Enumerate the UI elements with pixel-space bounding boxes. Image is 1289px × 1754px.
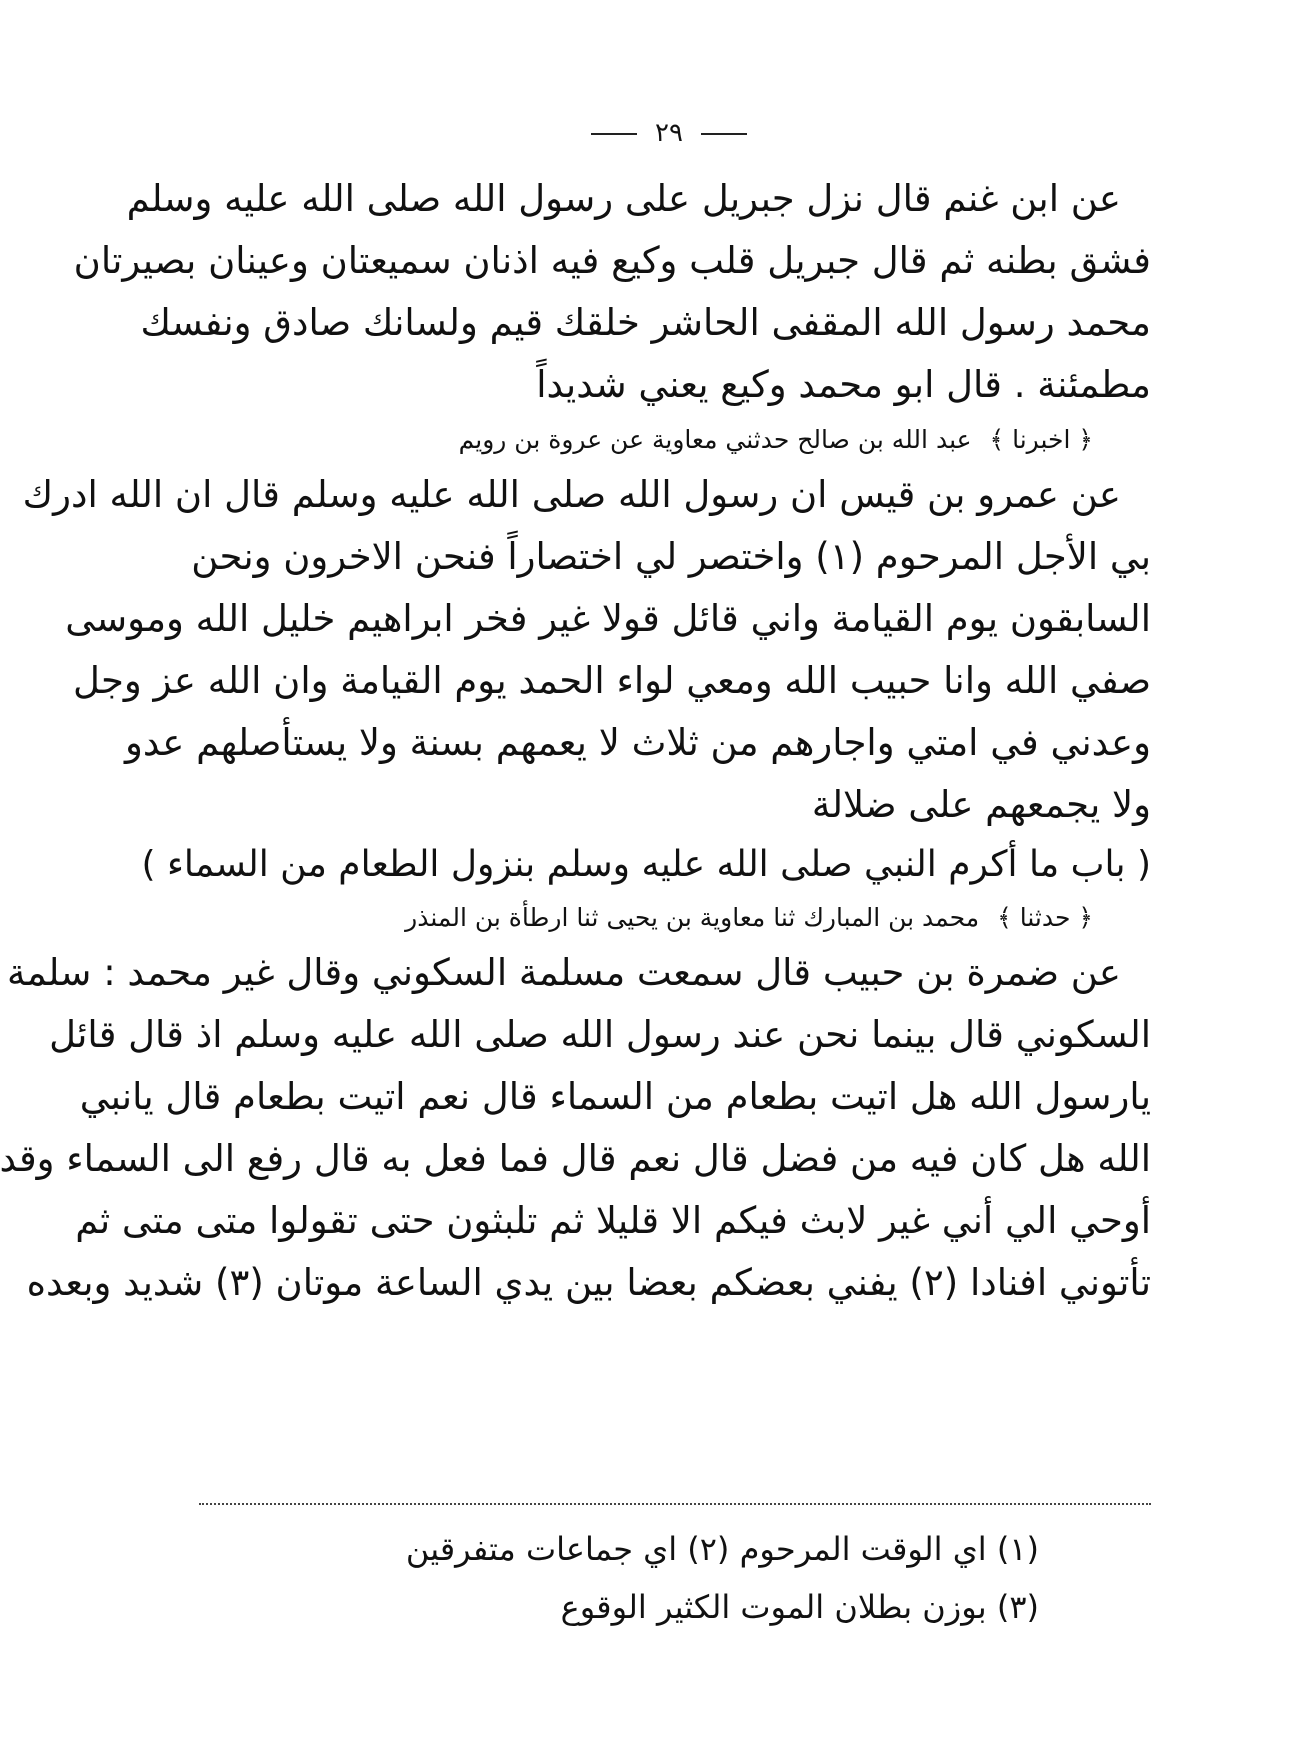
text-line: عن ضمرة بن حبيب قال سمعت مسلمة السكوني وقال غير محمد : سلمة [6,951,1121,994]
page-number-value: ٢٩ [655,118,683,148]
isnad-text: محمد بن المبارك ثنا معاوية بن يحيى ثنا ارطأة بن المنذر [405,903,980,932]
text-line: مطمئنة . قال ابو محمد وكيع يعني شديداً [536,363,1151,406]
text-line: وعدني في امتي واجارهم من ثلاث لا يعمهم بسنة ولا يستأصلهم عدو [124,721,1151,764]
isnad-line [199,416,1151,464]
page-number-dash-left [591,133,637,135]
text-line: أوحي الي أني غير لابث فيكم الا قليلا ثم تلبثون حتى تقولوا متى متى ثم [75,1199,1151,1242]
text-line: بي الأجل المرحوم (١) واختصر لي اختصاراً فنحن الاخرون ونحن [191,535,1151,578]
text-line: السابقون يوم القيامة واني قائل قولا غير فخر ابراهيم خليل الله وموسى [65,597,1151,640]
page-number-dash-right [701,133,747,135]
text-line: صفي الله وانا حبيب الله ومعي لواء الحمد يوم القيامة وان الله عز وجل [73,659,1151,702]
chapter-heading: ( باب ما أكرم النبي صلى الله عليه وسلم بنزول الطعام من السماء ) [141,844,1151,885]
isnad-tag: ﴿ اخبرنا ﴾ [989,425,1093,454]
page-number [49,118,1289,148]
footnotes [199,1520,1039,1636]
isnad-tag: ﴿ حدثنا ﴾ [997,903,1093,932]
text-line: السكوني قال بينما نحن عند رسول الله صلى الله عليه وسلم اذ قال قائل [49,1013,1151,1056]
text-line: محمد رسول الله المقفى الحاشر خلقك قيم ولسانك صادق ونفسك [140,301,1151,344]
text-line: ولا يجمعهم على ضلالة [811,783,1151,826]
text-line: تأتوني افنادا (٢) يفني بعضكم بعضا بين يدي الساعة موتان (٣) شديد وبعده [26,1261,1151,1304]
text-line: الله هل كان فيه من فضل قال نعم قال فما فعل به قال رفع الى السماء وقد [0,1137,1151,1180]
main-text [0,168,1151,1314]
isnad-line [199,894,1151,942]
text-line: عن عمرو بن قيس ان رسول الله صلى الله عليه وسلم قال ان الله ادرك [22,473,1121,516]
footnote-line: (٣) بوزن بطلان الموت الكثير الوقوع [560,1588,1039,1626]
isnad-text: عبد الله بن صالح حدثني معاوية عن عروة بن رويم [458,425,972,454]
text-line: يارسول الله هل اتيت بطعام من السماء قال نعم اتيت بطعام قال يانبي [79,1075,1151,1118]
text-line: فشق بطنه ثم قال جبريل قلب وكيع فيه اذنان سميعتان وعينان بصيرتان [73,239,1151,282]
footnote-line: (١) اي الوقت المرحوم (٢) اي جماعات متفرقين [405,1530,1039,1568]
footnote-divider [199,1503,1151,1505]
text-line: عن ابن غنم قال نزل جبريل على رسول الله صلى الله عليه وسلم [126,177,1121,220]
